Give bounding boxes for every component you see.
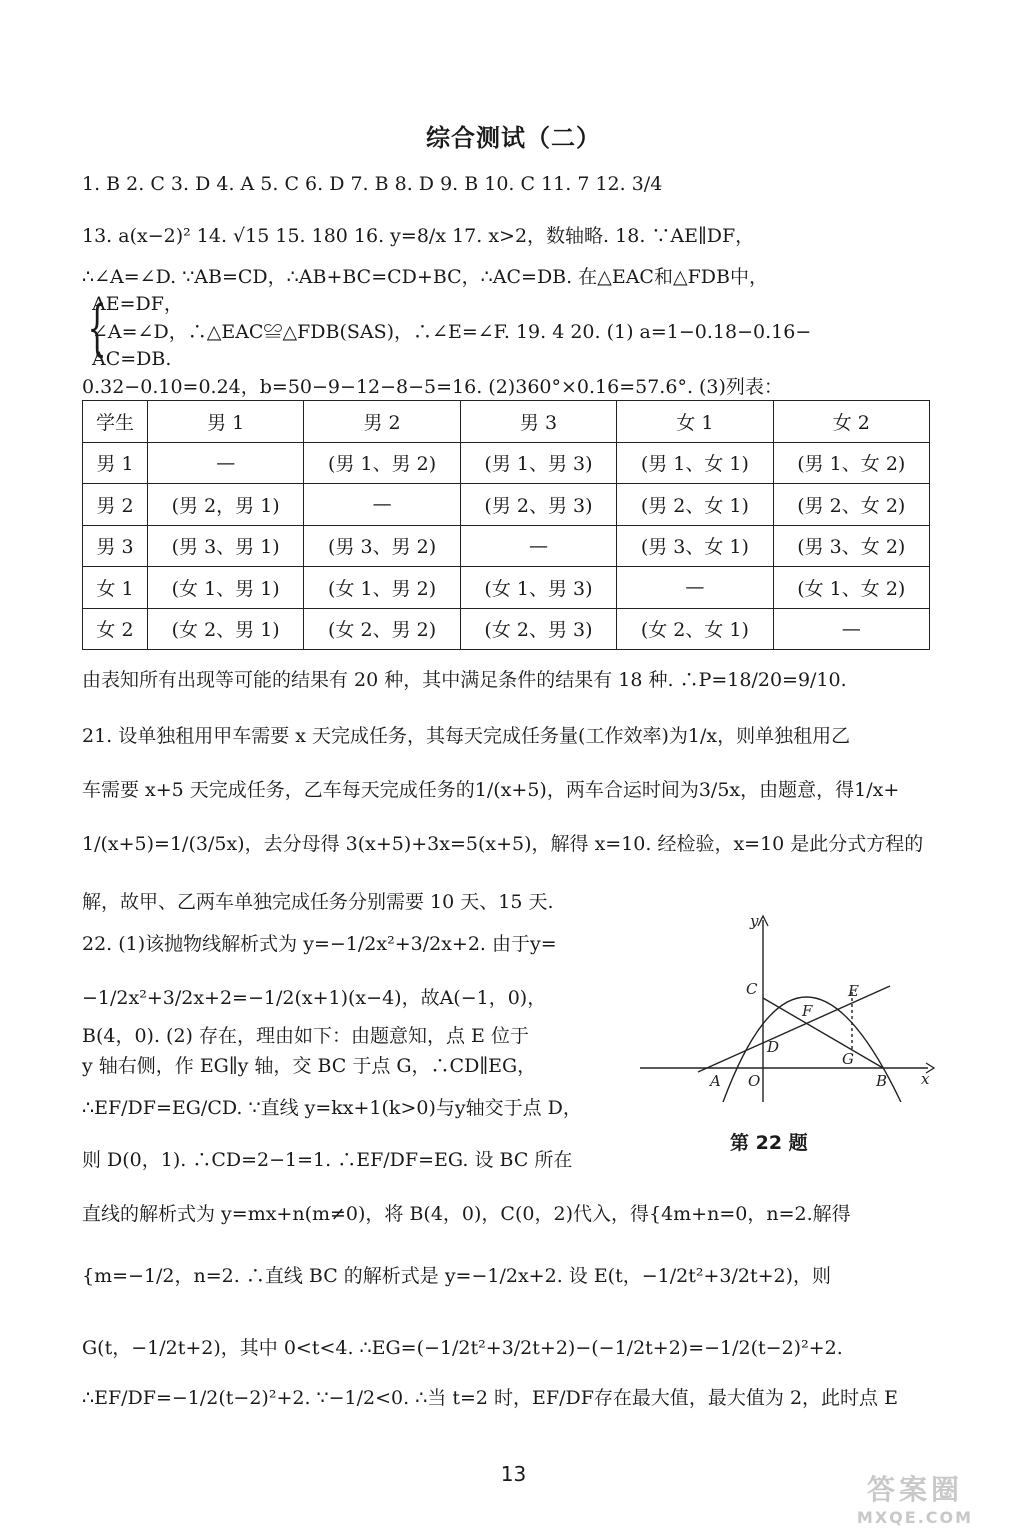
table-row xyxy=(83,525,930,567)
answer-line-6: AC=DB. xyxy=(92,348,172,370)
table-cell: (男 2、女 2) xyxy=(773,484,929,526)
answer-line-16: y 轴右侧，作 EG∥y 轴，交 BC 于点 G，∴CD∥EG， xyxy=(82,1055,537,1077)
label-f: F xyxy=(802,1002,813,1020)
table-cell: (男 1、男 2) xyxy=(304,442,460,484)
label-x: x xyxy=(921,1070,930,1088)
table-header-row xyxy=(83,401,930,443)
table-row xyxy=(83,608,930,650)
table-header-cell: 女 2 xyxy=(773,401,929,443)
system-brace: { xyxy=(87,293,107,363)
answer-line-1: 1. B 2. C 3. D 4. A 5. C 6. D 7. B 8. D 9. B 10. C 11. 7 12. 3/4 xyxy=(82,173,663,195)
page-title: 综合测试（二） xyxy=(426,124,601,152)
label-o: O xyxy=(748,1072,761,1090)
label-b: B xyxy=(876,1072,888,1090)
table-cell: (女 2、男 3) xyxy=(460,608,616,650)
table-row xyxy=(83,484,930,526)
answer-line-8: 由表知所有出现等可能的结果有 20 种，其中满足条件的结果有 18 种. ∴P=18/20=9/10. xyxy=(82,669,847,691)
table-cell: (女 1、男 1) xyxy=(148,567,304,609)
table-header-cell: 男 1 xyxy=(148,401,304,443)
label-e: E xyxy=(848,982,859,1000)
answer-line-20: {m=−1/2，n=2. ∴直线 BC 的解析式是 y=−1/2x+2. 设 E(t，−1/2t²+3/2t+2)，则 xyxy=(82,1265,832,1287)
table-cell: (男 2、男 3) xyxy=(460,484,616,526)
label-c: C xyxy=(746,980,758,998)
answer-line-15: B(4，0). (2) 存在，理由如下：由题意知，点 E 位于 xyxy=(82,1025,529,1047)
answer-line-13: 22. (1)该抛物线解析式为 y=−1/2x²+3/2x+2. 由于y= xyxy=(82,933,557,955)
answer-line-18: 则 D(0，1). ∴CD=2−1=1. ∴EF/DF=EG. 设 BC 所在 xyxy=(82,1149,573,1171)
answer-line-9: 21. 设单独租用甲车需要 x 天完成任务，其每天完成任务量(工作效率)为1/x，则单独租用乙 xyxy=(82,725,851,747)
answer-line-11: 1/(x+5)=1/(3/5x)，去分母得 3(x+5)+3x=5(x+5)，解得 x=10. 经检验，x=10 是此分式方程的 xyxy=(82,833,924,855)
line-bc xyxy=(763,998,883,1068)
table-cell: (女 1、男 3) xyxy=(460,567,616,609)
table-cell: (女 1、男 2) xyxy=(304,567,460,609)
table-cell: (男 3、男 2) xyxy=(304,525,460,567)
answer-line-5: ∠A=∠D，∴△EAC≌△FDB(SAS)，∴∠E=∠F. 19. 4 20. (1) a=1−0.18−0.16− xyxy=(92,321,812,343)
table-cell: (女 2、女 1) xyxy=(617,608,773,650)
answer-line-14: −1/2x²+3/2x+2=−1/2(x+1)(x−4)，故A(−1，0)， xyxy=(82,987,547,1009)
figure-caption: 第 22 题 xyxy=(730,1132,808,1154)
watermark-logo xyxy=(825,1468,1005,1527)
label-y: y xyxy=(750,912,759,930)
table-cell: (男 3、女 2) xyxy=(773,525,929,567)
table-cell: (女 1、女 2) xyxy=(773,567,929,609)
parabola-figure xyxy=(638,912,936,1102)
label-d: D xyxy=(767,1038,780,1056)
table-header-cell: 男 2 xyxy=(304,401,460,443)
table-cell: 男 3 xyxy=(83,525,148,567)
table-row xyxy=(83,442,930,484)
table-cell: (女 2、男 1) xyxy=(148,608,304,650)
table-cell: — xyxy=(773,608,929,650)
table-cell: — xyxy=(617,567,773,609)
answer-line-22: ∴EF/DF=−1/2(t−2)²+2. ∵−1/2<0. ∴当 t=2 时，EF/DF存在最大值，最大值为 2，此时点 E xyxy=(82,1387,898,1409)
table-cell: (男 2，男 1) xyxy=(148,484,304,526)
table-cell: (男 3、男 1) xyxy=(148,525,304,567)
table-cell: (女 2、男 2) xyxy=(304,608,460,650)
table-cell: (男 1、男 3) xyxy=(460,442,616,484)
label-g: G xyxy=(842,1050,854,1068)
answer-line-17: ∴EF/DF=EG/CD. ∵直线 y=kx+1(k>0)与y轴交于点 D， xyxy=(82,1097,582,1119)
table-cell: 女 2 xyxy=(83,608,148,650)
table-cell: (男 1、女 2) xyxy=(773,442,929,484)
outcome-table xyxy=(82,400,930,650)
table-cell: 男 2 xyxy=(83,484,148,526)
page-number: 13 xyxy=(500,1462,527,1486)
table-cell: (男 3、女 1) xyxy=(617,525,773,567)
answer-line-10: 车需要 x+5 天完成任务，乙车每天完成任务的1/(x+5)，两车合运时间为3/5x，由题意，得1/x+ xyxy=(82,779,900,801)
answer-line-12: 解，故甲、乙两车单独完成任务分别需要 10 天、15 天. xyxy=(82,891,554,913)
answer-line-21: G(t，−1/2t+2)，其中 0<t<4. ∴EG=(−1/2t²+3/2t+2)−(−1/2t+2)=−1/2(t−2)²+2. xyxy=(82,1337,843,1359)
label-a: A xyxy=(710,1072,721,1090)
answer-line-4: AE=DF， xyxy=(92,293,183,315)
table-header-cell: 女 1 xyxy=(617,401,773,443)
table-row xyxy=(83,567,930,609)
table-cell: — xyxy=(304,484,460,526)
answer-line-2: 13. a(x−2)² 14. √15 15. 180 16. y=8/x 17. x>2，数轴略. 18. ∵AE∥DF， xyxy=(82,225,755,247)
table-header-cell: 学生 xyxy=(83,401,148,443)
table-cell: 女 1 xyxy=(83,567,148,609)
table-cell: — xyxy=(460,525,616,567)
table-cell: (男 2、女 1) xyxy=(617,484,773,526)
watermark-bottom: MXQE.COM xyxy=(856,1508,974,1527)
table-header-cell: 男 3 xyxy=(460,401,616,443)
table-cell: 男 1 xyxy=(83,442,148,484)
answer-line-19: 直线的解析式为 y=mx+n(m≠0)，将 B(4，0)，C(0，2)代入，得{4m+n=0，n=2.解得 xyxy=(82,1203,851,1225)
table-cell: (男 1、女 1) xyxy=(617,442,773,484)
answer-line-3: ∴∠A=∠D. ∵AB=CD，∴AB+BC=CD+BC，∴AC=DB. 在△EAC和△FDB中， xyxy=(82,266,768,288)
answer-line-7: 0.32−0.10=0.24，b=50−9−12−8−5=16. (2)360°×0.16=57.6°. (3)列表： xyxy=(82,376,783,398)
table-cell: — xyxy=(148,442,304,484)
watermark-top: 答案圈 xyxy=(866,1473,963,1506)
